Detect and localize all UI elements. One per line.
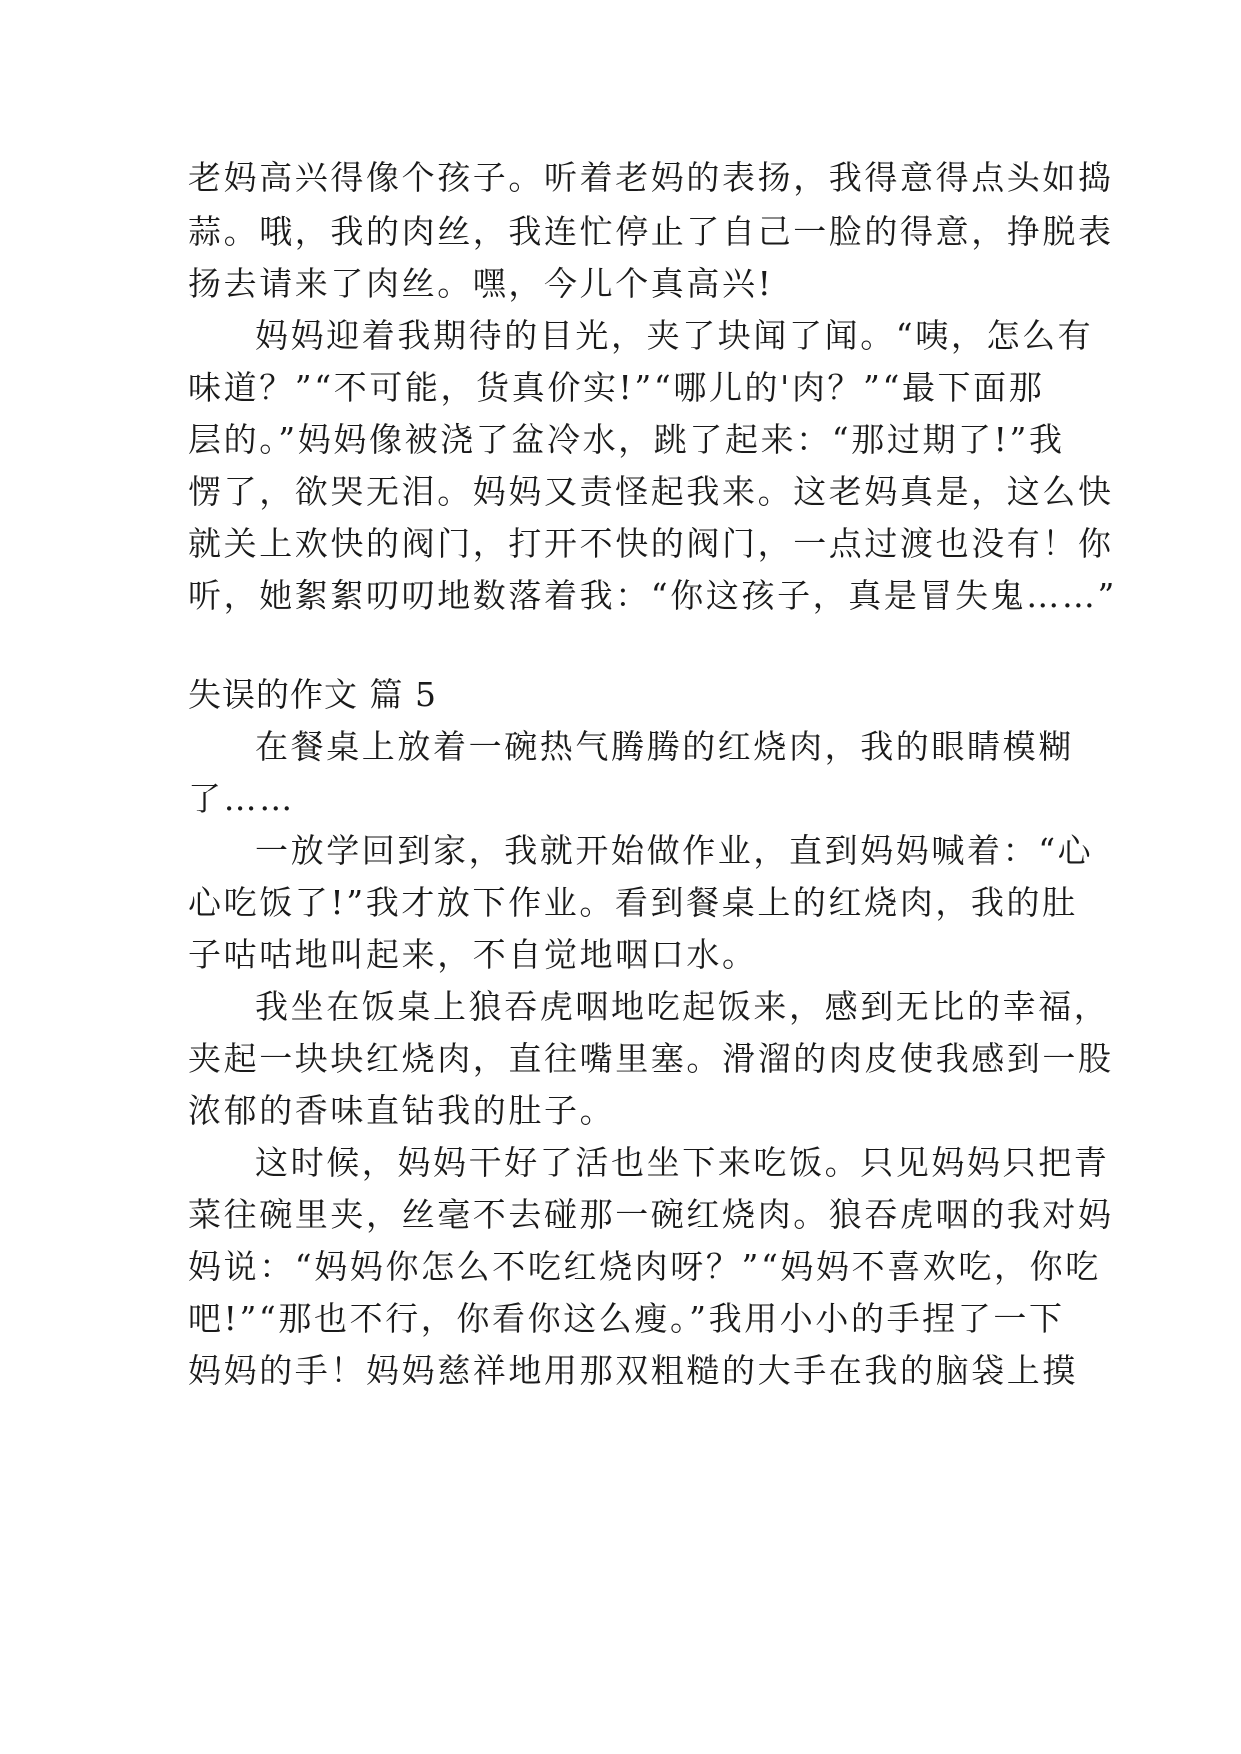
text-line: 味道？”“不可能，货真价实!”“哪儿的'肉？”“最下面那	[188, 368, 1045, 407]
text-line: 子咕咕地叫起来，不自觉地咽口水。	[188, 935, 758, 974]
paragraph-first-line: 妈妈迎着我期待的目光，夹了块闻了闻。“咦，怎么有	[255, 316, 1094, 355]
text-line: 浓郁的香味直钻我的肚子。	[188, 1091, 616, 1130]
text-line: 扬去请来了肉丝。嘿，今儿个真高兴!	[188, 264, 774, 303]
paragraph-first-line: 在餐桌上放着一碗热气腾腾的红烧肉，我的眼睛模糊	[255, 727, 1074, 766]
section-heading: 失误的作文 篇 5	[188, 675, 437, 714]
text-line: 老妈高兴得像个孩子。听着老妈的表扬，我得意得点头如捣	[188, 158, 1114, 197]
text-line: 夹起一块块红烧肉，直往嘴里塞。滑溜的肉皮使我感到一股	[188, 1039, 1114, 1078]
text-line: 蒜。哦，我的肉丝，我连忙停止了自己一脸的得意，挣脱表	[188, 212, 1114, 251]
text-line: 菜往碗里夹，丝毫不去碰那一碗红烧肉。狼吞虎咽的我对妈	[188, 1195, 1114, 1234]
text-line: 了……	[188, 779, 295, 818]
paragraph-first-line: 我坐在饭桌上狼吞虎咽地吃起饭来，感到无比的幸福，	[255, 987, 1110, 1026]
text-line: 就关上欢快的阀门，打开不快的阀门，一点过渡也没有！你	[188, 524, 1114, 563]
paragraph-first-line: 这时候，妈妈干好了活也坐下来吃饭。只见妈妈只把青	[255, 1143, 1110, 1182]
text-line: 妈说：“妈妈你怎么不吃红烧肉呀？”“妈妈不喜欢吃，你吃	[188, 1247, 1101, 1286]
text-line: 愣了，欲哭无泪。妈妈又责怪起我来。这老妈真是，这么快	[188, 472, 1114, 511]
text-line: 层的。”妈妈像被浇了盆冷水，跳了起来：“那过期了!”我	[188, 420, 1065, 459]
paragraph-first-line: 一放学回到家，我就开始做作业，直到妈妈喊着：“心	[255, 831, 1094, 870]
text-line: 吧!”“那也不行，你看你这么瘦。”我用小小的手捏了一下	[188, 1299, 1065, 1338]
text-line: 心吃饭了!”我才放下作业。看到餐桌上的红烧肉，我的肚	[188, 883, 1078, 922]
text-line: 妈妈的手！妈妈慈祥地用那双粗糙的大手在我的脑袋上摸	[188, 1351, 1078, 1390]
text-line: 听，她絮絮叨叨地数落着我：“你这孩子，真是冒失鬼……”	[188, 576, 1117, 615]
